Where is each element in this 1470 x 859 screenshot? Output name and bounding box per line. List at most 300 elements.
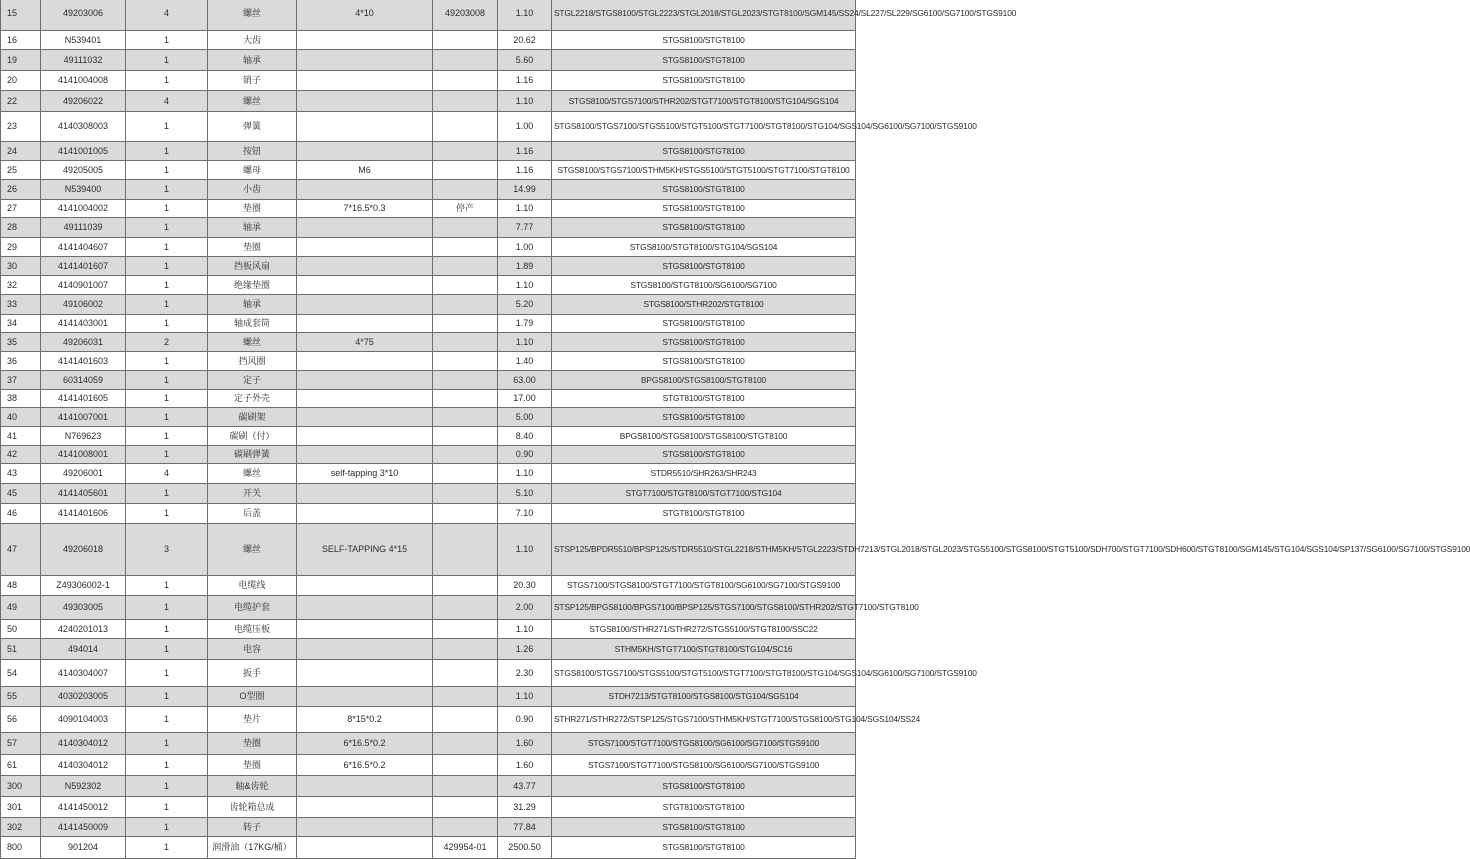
cell-alternate-code <box>433 408 498 427</box>
cell-part-code: 4141403001 <box>41 315 126 333</box>
cell-quantity: 2 <box>126 333 208 352</box>
cell-part-code: 4141008001 <box>41 446 126 464</box>
cell-specification <box>297 797 433 818</box>
table-row <box>1 687 856 707</box>
cell-applicable-models: STHM5KH/STGT7100/STGT8100/STG104/SC16 <box>552 639 856 660</box>
cell-unit-price: 1.89 <box>498 257 552 276</box>
cell-part-code: 4140304012 <box>41 733 126 755</box>
cell-row-number: 46 <box>1 504 41 524</box>
cell-specification <box>297 776 433 797</box>
cell-unit-price: 1.10 <box>498 687 552 707</box>
table-row <box>1 818 856 837</box>
cell-applicable-models: STGS8100/STGT8100 <box>552 31 856 50</box>
cell-row-number: 42 <box>1 446 41 464</box>
cell-specification <box>297 112 433 142</box>
cell-alternate-code <box>433 161 498 180</box>
table-row <box>1 91 856 112</box>
cell-row-number: 38 <box>1 390 41 408</box>
cell-part-name: 碳刷弹簧 <box>208 446 297 464</box>
cell-row-number: 37 <box>1 371 41 390</box>
cell-part-name: 小齿 <box>208 180 297 200</box>
cell-row-number: 26 <box>1 180 41 200</box>
cell-unit-price: 31.29 <box>498 797 552 818</box>
cell-part-name: 挡板风扇 <box>208 257 297 276</box>
cell-unit-price: 5.60 <box>498 50 552 71</box>
cell-part-name: 垫圈 <box>208 755 297 776</box>
cell-alternate-code <box>433 390 498 408</box>
cell-part-name: 垫圈 <box>208 200 297 218</box>
cell-row-number: 20 <box>1 71 41 91</box>
cell-part-name: 轴&齿轮 <box>208 776 297 797</box>
table-row <box>1 660 856 687</box>
cell-specification <box>297 504 433 524</box>
table-row <box>1 524 856 576</box>
cell-quantity: 1 <box>126 200 208 218</box>
cell-specification <box>297 218 433 238</box>
cell-part-code: 4141004008 <box>41 71 126 91</box>
cell-alternate-code <box>433 180 498 200</box>
cell-alternate-code <box>433 660 498 687</box>
cell-part-code: 4141401607 <box>41 257 126 276</box>
cell-quantity: 1 <box>126 776 208 797</box>
cell-part-name: 螺丝 <box>208 91 297 112</box>
cell-part-code: 4141401603 <box>41 352 126 371</box>
cell-part-name: 轴成套筒 <box>208 315 297 333</box>
cell-applicable-models: STGS8100/STGT8100 <box>552 50 856 71</box>
cell-quantity: 1 <box>126 50 208 71</box>
cell-unit-price: 20.30 <box>498 576 552 596</box>
cell-specification <box>297 371 433 390</box>
cell-alternate-code <box>433 484 498 504</box>
cell-quantity: 1 <box>126 31 208 50</box>
cell-specification <box>297 818 433 837</box>
cell-alternate-code <box>433 639 498 660</box>
cell-unit-price: 7.10 <box>498 504 552 524</box>
cell-specification <box>297 687 433 707</box>
cell-alternate-code <box>433 776 498 797</box>
cell-row-number: 19 <box>1 50 41 71</box>
table-row <box>1 257 856 276</box>
cell-part-code: 4141004002 <box>41 200 126 218</box>
cell-applicable-models: STGS8100/STGT8100 <box>552 333 856 352</box>
cell-specification <box>297 295 433 315</box>
cell-part-name: 润滑油（17KG/桶） <box>208 837 297 859</box>
cell-row-number: 27 <box>1 200 41 218</box>
cell-row-number: 47 <box>1 524 41 576</box>
table-row <box>1 180 856 200</box>
cell-part-code: N539400 <box>41 180 126 200</box>
cell-alternate-code <box>433 446 498 464</box>
cell-quantity: 1 <box>126 797 208 818</box>
table-row <box>1 484 856 504</box>
cell-quantity: 4 <box>126 0 208 31</box>
cell-applicable-models: STGL2218/STGS8100/STGL2223/STGL2018/STGL2023/STGT8100/SGM145/SS24/SL227/SL229/SG6100/SG7100/STGS9100 <box>552 0 856 31</box>
table-row <box>1 733 856 755</box>
cell-part-name: 弹簧 <box>208 112 297 142</box>
cell-unit-price: 63.00 <box>498 371 552 390</box>
cell-part-code: 4140308003 <box>41 112 126 142</box>
cell-row-number: 36 <box>1 352 41 371</box>
cell-quantity: 1 <box>126 352 208 371</box>
cell-part-name: 碳刷架 <box>208 408 297 427</box>
table-row <box>1 755 856 776</box>
cell-quantity: 1 <box>126 504 208 524</box>
cell-row-number: 22 <box>1 91 41 112</box>
cell-part-name: 后盖 <box>208 504 297 524</box>
cell-part-name: 螺丝 <box>208 333 297 352</box>
cell-quantity: 1 <box>126 707 208 733</box>
cell-alternate-code <box>433 238 498 257</box>
cell-alternate-code <box>433 218 498 238</box>
cell-unit-price: 1.40 <box>498 352 552 371</box>
cell-unit-price: 1.16 <box>498 161 552 180</box>
cell-row-number: 24 <box>1 142 41 161</box>
cell-alternate-code <box>433 257 498 276</box>
cell-part-code: 49205005 <box>41 161 126 180</box>
cell-part-name: 碳刷（付） <box>208 427 297 446</box>
table-row <box>1 620 856 639</box>
cell-unit-price: 1.79 <box>498 315 552 333</box>
cell-alternate-code: 停产 <box>433 200 498 218</box>
cell-part-code: 49206001 <box>41 464 126 484</box>
table-row <box>1 427 856 446</box>
cell-alternate-code <box>433 818 498 837</box>
cell-part-name: 轴承 <box>208 218 297 238</box>
cell-applicable-models: STGS8100/STGS7100/STHM5KH/STGS5100/STGT5100/STGT7100/STGT8100 <box>552 161 856 180</box>
cell-quantity: 1 <box>126 408 208 427</box>
cell-row-number: 34 <box>1 315 41 333</box>
cell-applicable-models: STSP125/BPDR5510/BPSP125/STDR5510/STGL2218/STHM5KH/STGL2223/STDH7213/STGL2018/STGL2023/STGS5100/STGS8100/STGT5100/SDH700/STGT7100/SDH600/STGT8100/SGM145/STG104/SGS104/SP137/SG6100/SG7100/STGS9100 <box>552 524 856 576</box>
cell-applicable-models: STGS8100/STGT8100 <box>552 142 856 161</box>
cell-row-number: 30 <box>1 257 41 276</box>
table-row <box>1 390 856 408</box>
table-row <box>1 776 856 797</box>
cell-part-code: 4140901007 <box>41 276 126 295</box>
cell-specification <box>297 639 433 660</box>
cell-unit-price: 1.60 <box>498 755 552 776</box>
cell-row-number: 43 <box>1 464 41 484</box>
cell-unit-price: 20.62 <box>498 31 552 50</box>
cell-row-number: 49 <box>1 596 41 620</box>
cell-applicable-models: STGS8100/STGT8100 <box>552 776 856 797</box>
cell-row-number: 51 <box>1 639 41 660</box>
cell-quantity: 1 <box>126 446 208 464</box>
cell-applicable-models: STGT8100/STGT8100 <box>552 797 856 818</box>
cell-part-code: 4141401605 <box>41 390 126 408</box>
cell-part-name: 销子 <box>208 71 297 91</box>
cell-part-code: 4141450009 <box>41 818 126 837</box>
cell-part-code: 49303005 <box>41 596 126 620</box>
table-row <box>1 31 856 50</box>
cell-part-name: 挡风圈 <box>208 352 297 371</box>
cell-row-number: 45 <box>1 484 41 504</box>
cell-alternate-code <box>433 576 498 596</box>
cell-applicable-models: BPGS8100/STGS8100/STGT8100 <box>552 371 856 390</box>
cell-applicable-models: STDH7213/STGT8100/STGS8100/STG104/SGS104 <box>552 687 856 707</box>
cell-unit-price: 1.60 <box>498 733 552 755</box>
table-row <box>1 315 856 333</box>
cell-alternate-code: 49203008 <box>433 0 498 31</box>
cell-unit-price: 2500.50 <box>498 837 552 859</box>
table-row <box>1 238 856 257</box>
cell-row-number: 301 <box>1 797 41 818</box>
cell-quantity: 1 <box>126 218 208 238</box>
cell-unit-price: 2.30 <box>498 660 552 687</box>
table-row <box>1 200 856 218</box>
cell-applicable-models: STGS8100/STGT8100 <box>552 200 856 218</box>
cell-unit-price: 1.10 <box>498 524 552 576</box>
cell-part-name: 扳手 <box>208 660 297 687</box>
cell-row-number: 15 <box>1 0 41 31</box>
cell-applicable-models: STGS8100/STGT8100/SG6100/SG7100 <box>552 276 856 295</box>
cell-part-code: 49111032 <box>41 50 126 71</box>
cell-part-code: 60314059 <box>41 371 126 390</box>
cell-quantity: 1 <box>126 238 208 257</box>
cell-alternate-code <box>433 142 498 161</box>
cell-applicable-models: STGS8100/STGT8100 <box>552 218 856 238</box>
cell-specification <box>297 620 433 639</box>
cell-row-number: 61 <box>1 755 41 776</box>
cell-alternate-code <box>433 50 498 71</box>
cell-applicable-models: STGT8100/STGT8100 <box>552 390 856 408</box>
table-row <box>1 112 856 142</box>
cell-unit-price: 1.10 <box>498 91 552 112</box>
cell-row-number: 302 <box>1 818 41 837</box>
cell-specification <box>297 390 433 408</box>
cell-part-name: 开关 <box>208 484 297 504</box>
cell-quantity: 1 <box>126 484 208 504</box>
cell-unit-price: 1.00 <box>498 238 552 257</box>
cell-applicable-models: STGT8100/STGT8100 <box>552 504 856 524</box>
cell-row-number: 35 <box>1 333 41 352</box>
table-row <box>1 161 856 180</box>
cell-applicable-models: STGS8100/STGT8100 <box>552 71 856 91</box>
cell-specification <box>297 276 433 295</box>
cell-row-number: 25 <box>1 161 41 180</box>
cell-specification <box>297 484 433 504</box>
table-row <box>1 576 856 596</box>
cell-quantity: 1 <box>126 295 208 315</box>
cell-applicable-models: STDR5510/SHR263/SHR243 <box>552 464 856 484</box>
cell-row-number: 50 <box>1 620 41 639</box>
cell-quantity: 1 <box>126 755 208 776</box>
cell-alternate-code <box>433 91 498 112</box>
cell-applicable-models: STGS8100/STGT8100 <box>552 446 856 464</box>
cell-part-name: 转子 <box>208 818 297 837</box>
cell-alternate-code <box>433 31 498 50</box>
cell-quantity: 1 <box>126 142 208 161</box>
cell-applicable-models: STGS7100/STGS8100/STGT7100/STGT8100/SG6100/SG7100/STGS9100 <box>552 576 856 596</box>
cell-quantity: 4 <box>126 464 208 484</box>
cell-specification <box>297 238 433 257</box>
cell-part-name: 电容 <box>208 639 297 660</box>
table-row <box>1 504 856 524</box>
cell-part-name: 齿轮箱总成 <box>208 797 297 818</box>
cell-part-code: 49203006 <box>41 0 126 31</box>
cell-specification <box>297 31 433 50</box>
cell-row-number: 23 <box>1 112 41 142</box>
cell-part-name: 螺丝 <box>208 464 297 484</box>
cell-specification <box>297 180 433 200</box>
cell-specification: 7*16.5*0.3 <box>297 200 433 218</box>
cell-row-number: 300 <box>1 776 41 797</box>
cell-unit-price: 5.10 <box>498 484 552 504</box>
cell-specification: 8*15*0.2 <box>297 707 433 733</box>
cell-quantity: 1 <box>126 112 208 142</box>
cell-row-number: 29 <box>1 238 41 257</box>
cell-unit-price: 2.00 <box>498 596 552 620</box>
cell-unit-price: 1.10 <box>498 0 552 31</box>
cell-specification <box>297 596 433 620</box>
cell-part-code: 4141001005 <box>41 142 126 161</box>
cell-unit-price: 5.20 <box>498 295 552 315</box>
cell-quantity: 1 <box>126 639 208 660</box>
cell-quantity: 1 <box>126 660 208 687</box>
cell-part-code: 4141007001 <box>41 408 126 427</box>
cell-specification <box>297 71 433 91</box>
cell-unit-price: 0.90 <box>498 446 552 464</box>
cell-quantity: 1 <box>126 276 208 295</box>
cell-applicable-models: STGS7100/STGT7100/STGS8100/SG6100/SG7100/STGS9100 <box>552 755 856 776</box>
cell-part-name: 电缆压板 <box>208 620 297 639</box>
cell-specification <box>297 660 433 687</box>
cell-specification: M6 <box>297 161 433 180</box>
cell-unit-price: 77.84 <box>498 818 552 837</box>
cell-unit-price: 1.26 <box>498 639 552 660</box>
cell-alternate-code <box>433 112 498 142</box>
table-row <box>1 639 856 660</box>
cell-part-name: 绝缘垫圈 <box>208 276 297 295</box>
cell-alternate-code <box>433 295 498 315</box>
cell-part-code: 4141405601 <box>41 484 126 504</box>
cell-unit-price: 1.16 <box>498 71 552 91</box>
parts-table-body <box>1 0 1470 859</box>
cell-quantity: 1 <box>126 427 208 446</box>
table-row <box>1 333 856 352</box>
cell-unit-price: 1.10 <box>498 464 552 484</box>
table-row <box>1 707 856 733</box>
cell-specification: self-tapping 3*10 <box>297 464 433 484</box>
cell-specification <box>297 427 433 446</box>
cell-row-number: 55 <box>1 687 41 707</box>
table-row <box>1 50 856 71</box>
cell-quantity: 1 <box>126 733 208 755</box>
cell-applicable-models: STGS8100/STHR271/STHR272/STGS5100/STGT8100/SSC22 <box>552 620 856 639</box>
cell-part-code: 901204 <box>41 837 126 859</box>
cell-part-code: N592302 <box>41 776 126 797</box>
cell-part-name: 按钮 <box>208 142 297 161</box>
cell-unit-price: 1.10 <box>498 620 552 639</box>
cell-row-number: 28 <box>1 218 41 238</box>
cell-quantity: 1 <box>126 837 208 859</box>
cell-unit-price: 17.00 <box>498 390 552 408</box>
cell-specification <box>297 408 433 427</box>
cell-alternate-code <box>433 276 498 295</box>
table-row <box>1 276 856 295</box>
cell-quantity: 1 <box>126 257 208 276</box>
cell-specification <box>297 576 433 596</box>
cell-alternate-code <box>433 371 498 390</box>
cell-part-name: 电缆线 <box>208 576 297 596</box>
cell-quantity: 4 <box>126 91 208 112</box>
cell-row-number: 48 <box>1 576 41 596</box>
cell-part-code: 4141401606 <box>41 504 126 524</box>
cell-applicable-models: STGS8100/STHR202/STGT8100 <box>552 295 856 315</box>
cell-specification <box>297 91 433 112</box>
cell-specification: 6*16.5*0.2 <box>297 733 433 755</box>
cell-applicable-models: STGS8100/STGS7100/STGS5100/STGT5100/STGT7100/STGT8100/STG104/SGS104/SG6100/SG7100/STGS9100 <box>552 660 856 687</box>
cell-part-code: 49206031 <box>41 333 126 352</box>
cell-unit-price: 1.16 <box>498 142 552 161</box>
cell-part-name: 轴承 <box>208 50 297 71</box>
cell-part-name: 垫圈 <box>208 733 297 755</box>
cell-row-number: 41 <box>1 427 41 446</box>
cell-applicable-models: STHR271/STHR272/STSP125/STGS7100/STHM5KH/STGT7100/STGS8100/STG104/SGS104/SS24 <box>552 707 856 733</box>
table-row <box>1 352 856 371</box>
cell-alternate-code <box>433 620 498 639</box>
cell-part-code: 4030203005 <box>41 687 126 707</box>
cell-quantity: 1 <box>126 71 208 91</box>
cell-part-name: 定子外壳 <box>208 390 297 408</box>
cell-specification <box>297 257 433 276</box>
cell-unit-price: 1.10 <box>498 276 552 295</box>
cell-applicable-models: STGS8100/STGT8100 <box>552 837 856 859</box>
cell-applicable-models: STGS8100/STGT8100 <box>552 257 856 276</box>
cell-row-number: 54 <box>1 660 41 687</box>
cell-applicable-models: BPGS8100/STGS8100/STGS8100/STGT8100 <box>552 427 856 446</box>
cell-row-number: 56 <box>1 707 41 733</box>
cell-alternate-code <box>433 707 498 733</box>
cell-part-code: 4240201013 <box>41 620 126 639</box>
cell-specification <box>297 50 433 71</box>
cell-applicable-models: STGS8100/STGT8100 <box>552 315 856 333</box>
cell-part-code: 49111039 <box>41 218 126 238</box>
cell-unit-price: 1.10 <box>498 333 552 352</box>
table-row <box>1 295 856 315</box>
cell-applicable-models: STGS8100/STGS7100/STGS5100/STGT5100/STGT7100/STGT8100/STG104/SGS104/SG6100/SG7100/STGS9100 <box>552 112 856 142</box>
table-row <box>1 408 856 427</box>
cell-part-code: 4141404607 <box>41 238 126 257</box>
table-row <box>1 218 856 238</box>
cell-row-number: 16 <box>1 31 41 50</box>
cell-specification: SELF-TAPPING 4*15 <box>297 524 433 576</box>
cell-specification <box>297 446 433 464</box>
cell-quantity: 1 <box>126 315 208 333</box>
cell-applicable-models: STGS8100/STGT8100 <box>552 408 856 427</box>
cell-unit-price: 0.90 <box>498 707 552 733</box>
cell-part-code: N539401 <box>41 31 126 50</box>
cell-part-code: 49106002 <box>41 295 126 315</box>
cell-part-name: 螺丝 <box>208 524 297 576</box>
cell-part-code: Z49306002-1 <box>41 576 126 596</box>
cell-part-name: O型圈 <box>208 687 297 707</box>
cell-part-name: 轴承 <box>208 295 297 315</box>
cell-specification <box>297 837 433 859</box>
cell-alternate-code <box>433 797 498 818</box>
table-row <box>1 0 856 31</box>
cell-applicable-models: STGS8100/STGT8100 <box>552 352 856 371</box>
cell-applicable-models: STGS8100/STGS7100/STHR202/STGT7100/STGT8100/STG104/SGS104 <box>552 91 856 112</box>
cell-part-code: 49206018 <box>41 524 126 576</box>
cell-part-name: 垫片 <box>208 707 297 733</box>
table-row <box>1 142 856 161</box>
cell-part-code: 4141450012 <box>41 797 126 818</box>
cell-alternate-code <box>433 755 498 776</box>
table-row <box>1 371 856 390</box>
cell-specification: 6*16.5*0.2 <box>297 755 433 776</box>
table-row <box>1 464 856 484</box>
cell-quantity: 1 <box>126 371 208 390</box>
